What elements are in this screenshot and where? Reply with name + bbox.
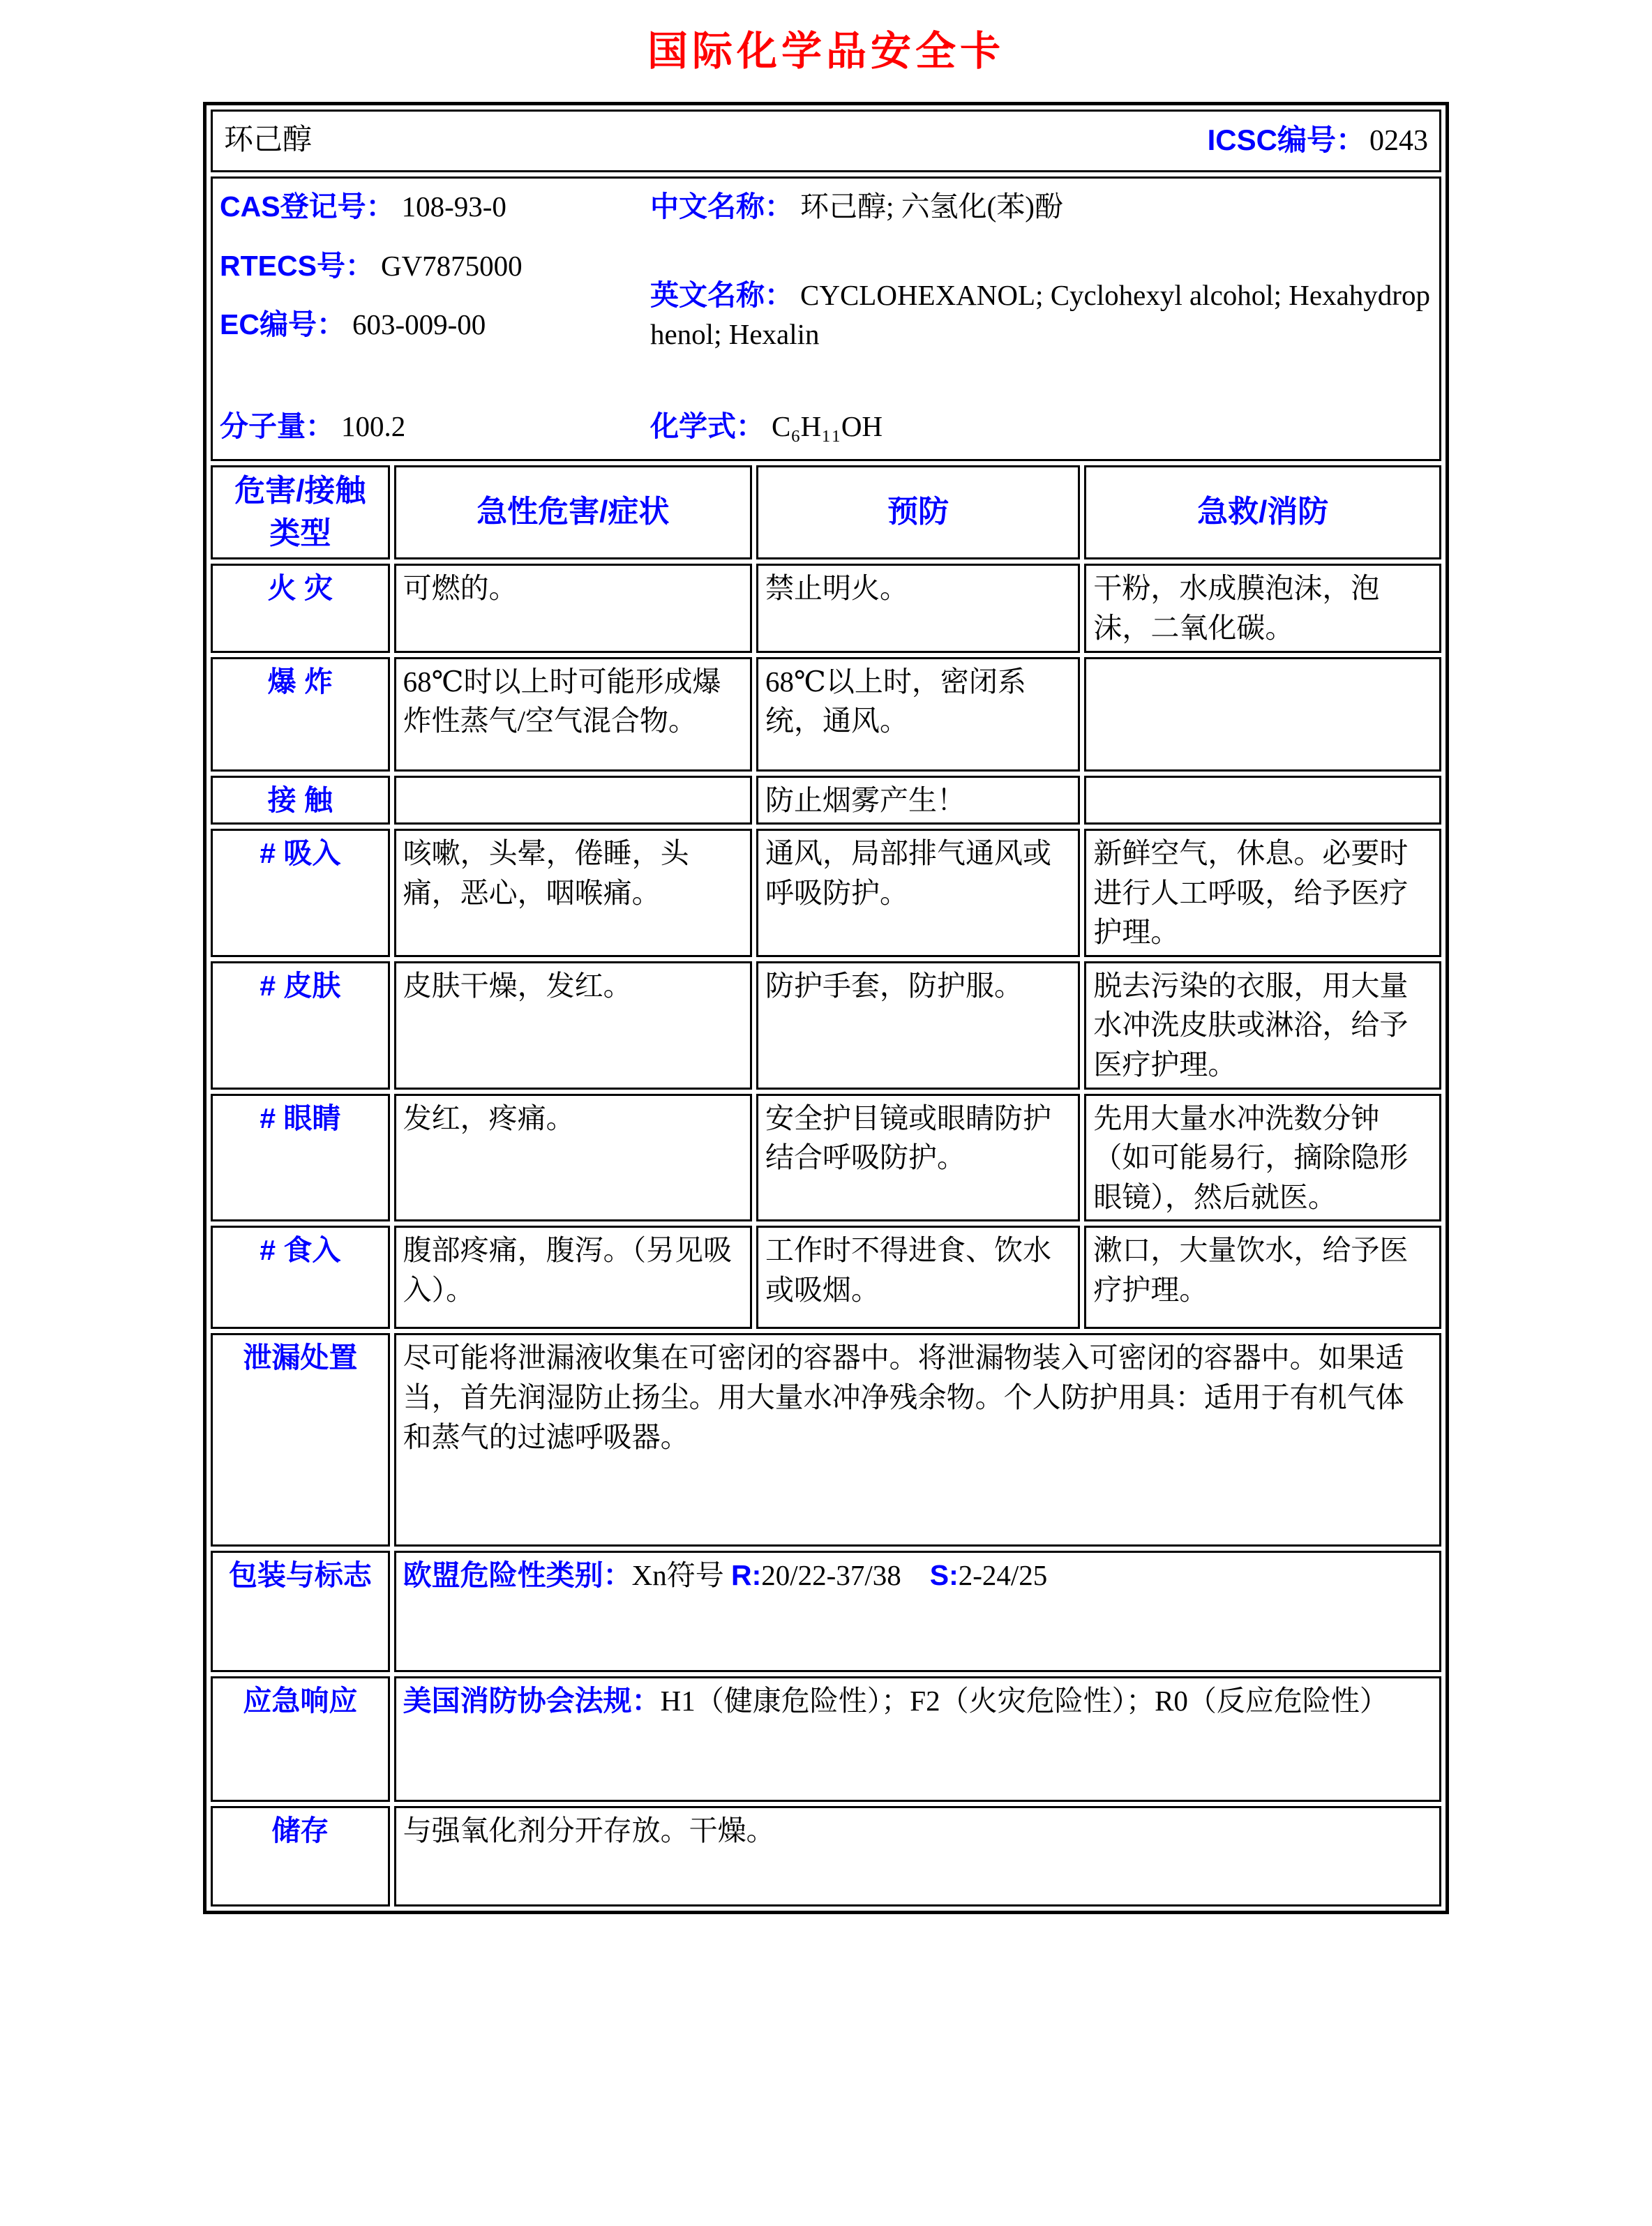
spillage-section-content — [394, 1333, 1441, 1547]
text-segment: 2-24/25 — [958, 1559, 1048, 1592]
cas-number-value: 108-93-0 — [401, 190, 506, 223]
fire-firstaid-cell: 干粉，水成膜泡沫，泡沫，二氧化碳。 — [1084, 564, 1441, 652]
column-header-row — [211, 465, 1441, 559]
ec-number-value: 603-009-00 — [352, 308, 486, 341]
packaging-section-content — [394, 1551, 1441, 1672]
hazard-row-inhalation — [211, 829, 1441, 957]
rtecs-number-label: RTECS号： — [220, 249, 374, 282]
section-row-emergency-response — [211, 1676, 1441, 1802]
column-header-symptoms: 急性危害/症状 — [394, 465, 752, 559]
chemical-formula-line — [650, 407, 1432, 446]
hazard-row-contact — [211, 776, 1441, 825]
contact-prevention-cell: 防止烟雾产生！ — [756, 776, 1080, 825]
icsc-number-label: ICSC编号： — [1207, 123, 1365, 157]
chemical-formula-value: C₆H₁₁OH — [771, 410, 883, 443]
hazard-row-ingestion — [211, 1226, 1441, 1329]
eyes-prevention-cell: 安全护目镜或眼睛防护结合呼吸防护。 — [756, 1094, 1080, 1222]
contact-symptoms-cell — [394, 776, 752, 825]
spillage-section-label: 泄漏处置 — [211, 1333, 390, 1547]
safety-card-table — [203, 102, 1449, 1914]
explosion-symptoms-cell: 68℃时以上时可能形成爆炸性蒸气/空气混合物。 — [394, 657, 752, 772]
text-segment: H1（健康危险性）；F2（火灾危险性）；R0（反应危险性） — [660, 1685, 1388, 1717]
icsc-number-value: 0243 — [1369, 125, 1428, 158]
explosion-prevention-cell: 68℃以上时，密闭系统，通风。 — [756, 657, 1080, 772]
column-header-type-line2: 类型 — [269, 516, 331, 550]
page-title: 国际化学品安全卡 — [647, 29, 1005, 74]
column-header-type-line1: 危害/接触 — [234, 474, 366, 508]
section-row-spillage — [211, 1333, 1441, 1547]
hazard-row-skin — [211, 961, 1441, 1090]
text-segment: Xn符号 — [631, 1559, 732, 1592]
rtecs-number-value: GV7875000 — [380, 249, 523, 282]
contact-type-label: 接 触 — [211, 776, 390, 825]
column-header-firstaid: 急救/消防 — [1084, 465, 1441, 559]
explosion-type-label: 爆 炸 — [211, 657, 390, 772]
text-segment: R: — [731, 1559, 762, 1592]
icsc-number-group — [1208, 120, 1428, 162]
ingestion-firstaid-cell: 漱口，大量饮水，给予医疗护理。 — [1084, 1226, 1441, 1329]
cas-number-label: CAS登记号： — [220, 190, 395, 223]
inhalation-symptoms-cell: 咳嗽，头晕，倦睡，头痛，恶心，咽喉痛。 — [394, 829, 752, 957]
header-bar-cell — [211, 110, 1441, 172]
eyes-type-label: # 眼睛 — [211, 1094, 390, 1222]
emergency-section-content — [394, 1676, 1441, 1802]
text-segment: 与强氧化剂分开存放。干燥。 — [403, 1814, 775, 1847]
ingestion-symptoms-cell: 腹部疼痛，腹泻。（另见吸入）。 — [394, 1226, 752, 1329]
hazard-row-fire — [211, 564, 1441, 652]
skin-firstaid-cell: 脱去污染的衣服，用大量水冲洗皮肤或淋浴，给予医疗护理。 — [1084, 961, 1441, 1090]
eyes-symptoms-cell: 发红，疼痛。 — [394, 1094, 752, 1222]
storage-section-label: 储存 — [211, 1806, 390, 1907]
text-segment: 尽可能将泄漏液收集在可密闭的容器中。将泄漏物装入可密闭的容器中。如果适当，首先润湿防止扬尘。用大量水冲净残余物。个人防护用具：适用于有机气体和蒸气的过滤呼吸器。 — [403, 1341, 1404, 1453]
packaging-section-label: 包装与标志 — [211, 1551, 390, 1672]
identification-row — [211, 176, 1441, 461]
fire-prevention-cell: 禁止明火。 — [756, 564, 1080, 652]
contact-firstaid-cell — [1084, 776, 1441, 825]
chemical-formula-label: 化学式： — [649, 410, 765, 443]
hazard-row-explosion — [211, 657, 1441, 772]
chinese-name-value: 环己醇; 六氢化(苯)酚 — [799, 190, 1063, 223]
storage-section-content — [394, 1806, 1441, 1907]
identification-left-column — [220, 181, 650, 455]
cas-number-line — [220, 187, 650, 227]
identification-cell — [211, 176, 1441, 461]
header-bar-row — [211, 110, 1441, 172]
text-segment: S: — [929, 1559, 959, 1592]
fire-symptoms-cell: 可燃的。 — [394, 564, 752, 652]
fire-type-label: 火 灾 — [211, 564, 390, 652]
inhalation-type-label: # 吸入 — [211, 829, 390, 957]
eyes-firstaid-cell: 先用大量水冲洗数分钟（如可能易行，摘除隐形眼镜），然后就医。 — [1084, 1094, 1441, 1222]
hazard-row-eyes — [211, 1094, 1441, 1222]
ec-number-line — [220, 305, 650, 345]
molecular-weight-label: 分子量： — [220, 410, 334, 443]
skin-symptoms-cell: 皮肤干燥，发红。 — [394, 961, 752, 1090]
molecular-weight-line — [220, 407, 650, 446]
ingestion-prevention-cell: 工作时不得进食、饮水或吸烟。 — [756, 1226, 1080, 1329]
ec-number-label: EC编号： — [220, 308, 345, 341]
text-segment: 20/22-37/38 — [761, 1559, 930, 1592]
text-segment: 美国消防协会法规： — [403, 1685, 661, 1717]
molecular-weight-value: 100.2 — [341, 410, 406, 443]
rtecs-number-line — [220, 246, 650, 286]
identification-right-column — [650, 181, 1432, 455]
chinese-name-label: 中文名称： — [649, 190, 793, 223]
ingestion-type-label: # 食入 — [211, 1226, 390, 1329]
column-header-type — [211, 465, 390, 559]
emergency-section-label: 应急响应 — [211, 1676, 390, 1802]
chinese-name-line — [650, 187, 1432, 227]
explosion-firstaid-cell — [1084, 657, 1441, 772]
column-header-prevention: 预防 — [756, 465, 1080, 559]
english-name-line — [650, 276, 1432, 354]
english-name-value: CYCLOHEXANOL; Cyclohexyl alcohol; Hexahydrophenol; Hexalin — [649, 278, 1430, 351]
inhalation-firstaid-cell: 新鲜空气，休息。必要时进行人工呼吸，给予医疗护理。 — [1084, 829, 1441, 957]
substance-name: 环己醇 — [224, 124, 313, 157]
section-row-packaging-labelling — [211, 1551, 1441, 1672]
section-row-storage — [211, 1806, 1441, 1907]
english-name-label: 英文名称： — [649, 278, 793, 311]
inhalation-prevention-cell: 通风，局部排气通风或呼吸防护。 — [756, 829, 1080, 957]
text-segment: 欧盟危险性类别： — [403, 1559, 632, 1592]
skin-type-label: # 皮肤 — [211, 961, 390, 1090]
skin-prevention-cell: 防护手套，防护服。 — [756, 961, 1080, 1090]
